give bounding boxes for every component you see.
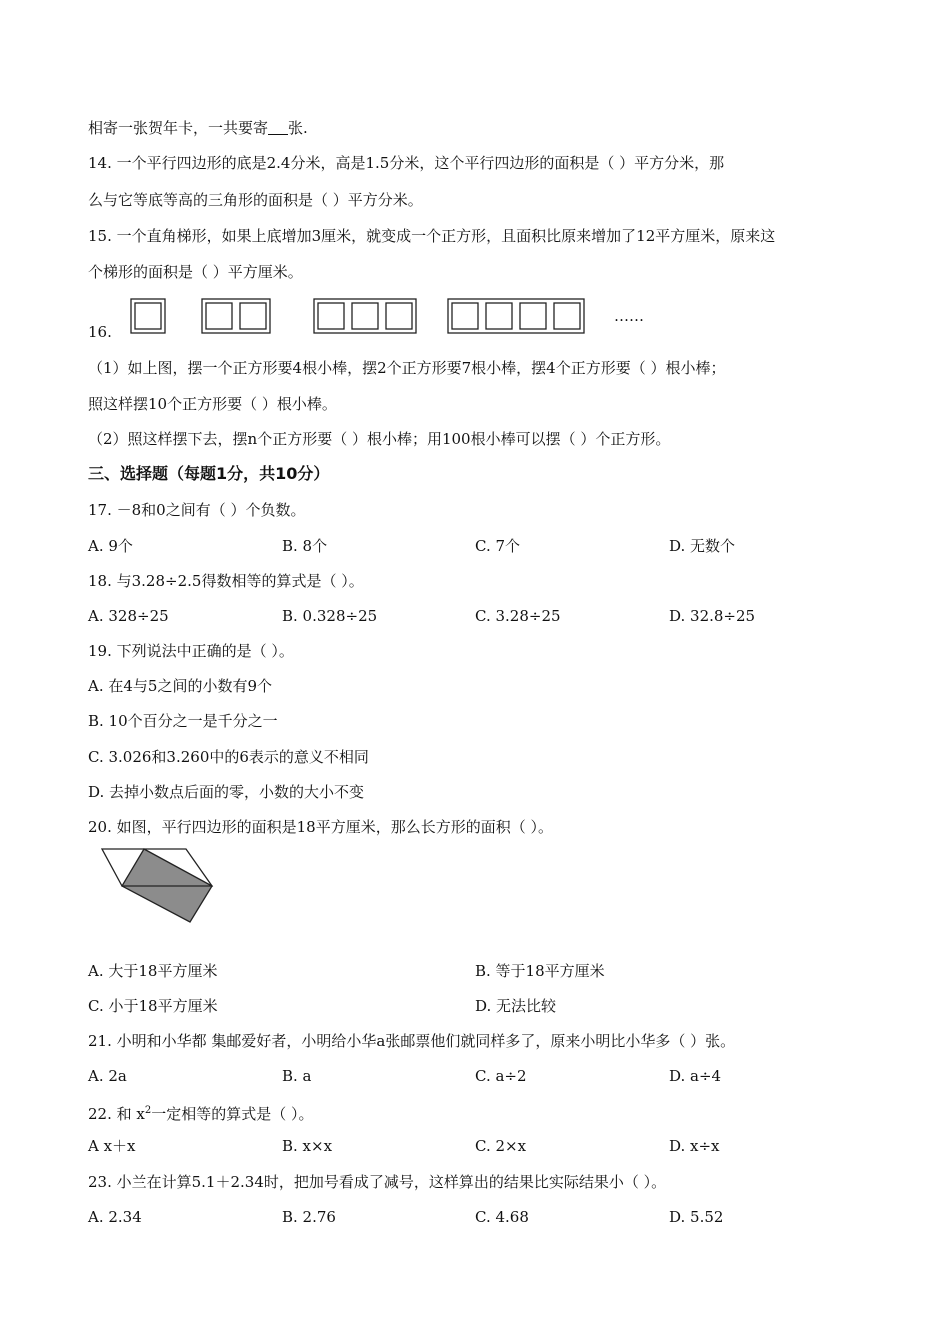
q18-option-c[interactable]: C. 3.28÷25 [475, 607, 561, 625]
q19-option-a[interactable]: A. 在4与5之间的小数有9个 [88, 677, 272, 695]
q18-option-b[interactable]: B. 0.328÷25 [282, 607, 378, 625]
q16-part1-line1: （1）如上图，摆一个正方形要4根小棒，摆2个正方形要7根小棒，摆4个正方形要（ ）根小棒； [88, 359, 726, 377]
q23-option-b[interactable]: B. 2.76 [282, 1208, 336, 1226]
q20-option-a[interactable]: A. 大于18平方厘米 [88, 962, 218, 980]
q20-option-b[interactable]: B. 等于18平方厘米 [475, 962, 605, 980]
q19-option-b[interactable]: B. 10个百分之一是千分之一 [88, 712, 278, 730]
q20-option-d[interactable]: D. 无法比较 [475, 997, 557, 1015]
q21-option-c[interactable]: C. a÷2 [475, 1067, 527, 1085]
q22-option-a[interactable]: A x＋x [88, 1137, 136, 1155]
q23-option-c[interactable]: C. 4.68 [475, 1208, 529, 1226]
q21-option-b[interactable]: B. a [282, 1067, 312, 1085]
q22-option-d[interactable]: D. x÷x [669, 1137, 720, 1155]
q23-option-d[interactable]: D. 5.52 [669, 1208, 724, 1226]
q18-stem: 18. 与3.28÷2.5得数相等的算式是（ ）。 [88, 572, 364, 590]
q13-text-pre: 相寄一张贺年卡，一共要寄 [88, 119, 269, 137]
q16-ellipsis: …… [614, 307, 644, 325]
q17-stem: 17. －8和0之间有（ ）个负数。 [88, 501, 306, 519]
q22-option-b[interactable]: B. x×x [282, 1137, 333, 1155]
q17-option-a[interactable]: A. 9个 [88, 537, 133, 555]
section-title: 三、选择题（每题1分，共10分） [88, 464, 330, 483]
q19-option-c[interactable]: C. 3.026和3.260中的6表示的意义不相同 [88, 748, 369, 766]
q15-line1: 15. 一个直角梯形，如果上底增加3厘米，就变成一个正方形，且面积比原来增加了12平方厘米，原来这 [88, 227, 776, 245]
q22-exponent: 2 [144, 1105, 152, 1116]
q13-continuation [88, 118, 308, 138]
q20-stem: 20. 如图，平行四边形的面积是18平方厘米，那么长方形的面积（ ）。 [88, 818, 553, 836]
q15-line2: 个梯形的面积是（ ）平方厘米。 [88, 263, 303, 281]
q17-option-d[interactable]: D. 无数个 [669, 537, 736, 555]
three-squares-figure [314, 299, 416, 333]
q14-line1: 14. 一个平行四边形的底是2.4分米，高是1.5分米，这个平行四边形的面积是（ ）平方分米，那 [88, 154, 725, 172]
q20-option-c[interactable]: C. 小于18平方厘米 [88, 997, 218, 1015]
q17-option-b[interactable]: B. 8个 [282, 537, 328, 555]
q22-stem-pre: 22. 和 x [88, 1105, 145, 1123]
two-squares-figure [202, 299, 270, 333]
one-square-figure [131, 299, 165, 333]
q13-text-post: 张. [288, 119, 308, 137]
q13-blank[interactable] [268, 120, 288, 135]
q21-stem: 21. 小明和小华都 集邮爱好者，小明给小华a张邮票他们就同样多了，原来小明比小华多（ ）张。 [88, 1032, 736, 1050]
matchstick-squares-figure [128, 294, 598, 338]
q16-part2: （2）照这样摆下去，摆n个正方形要（ ）根小棒；用100根小棒可以摆（ ）个正方形。 [88, 430, 671, 448]
q18-option-d[interactable]: D. 32.8÷25 [669, 607, 756, 625]
q21-option-d[interactable]: D. a÷4 [669, 1067, 722, 1085]
q14-line2: 么与它等底等高的三角形的面积是（ ）平方分米。 [88, 191, 423, 209]
q19-stem: 19. 下列说法中正确的是（ ）。 [88, 642, 294, 660]
q21-option-a[interactable]: A. 2a [88, 1067, 127, 1085]
parallelogram-rectangle-figure [98, 844, 218, 926]
q23-option-a[interactable]: A. 2.34 [88, 1208, 142, 1226]
q16-part1-line2: 照这样摆10个正方形要（ ）根小棒。 [88, 395, 337, 413]
q23-stem: 23. 小兰在计算5.1＋2.34时，把加号看成了减号，这样算出的结果比实际结果小（ ）。 [88, 1173, 667, 1191]
q19-option-d[interactable]: D. 去掉小数点后面的零，小数的大小不变 [88, 783, 365, 801]
q17-option-c[interactable]: C. 7个 [475, 537, 521, 555]
q22-stem [88, 1101, 314, 1124]
four-squares-figure [448, 299, 584, 333]
q22-stem-post: 一定相等的算式是（ ）。 [151, 1105, 314, 1123]
q22-option-c[interactable]: C. 2×x [475, 1137, 527, 1155]
q18-option-a[interactable]: A. 328÷25 [88, 607, 169, 625]
q16-number: 16. [88, 323, 112, 341]
